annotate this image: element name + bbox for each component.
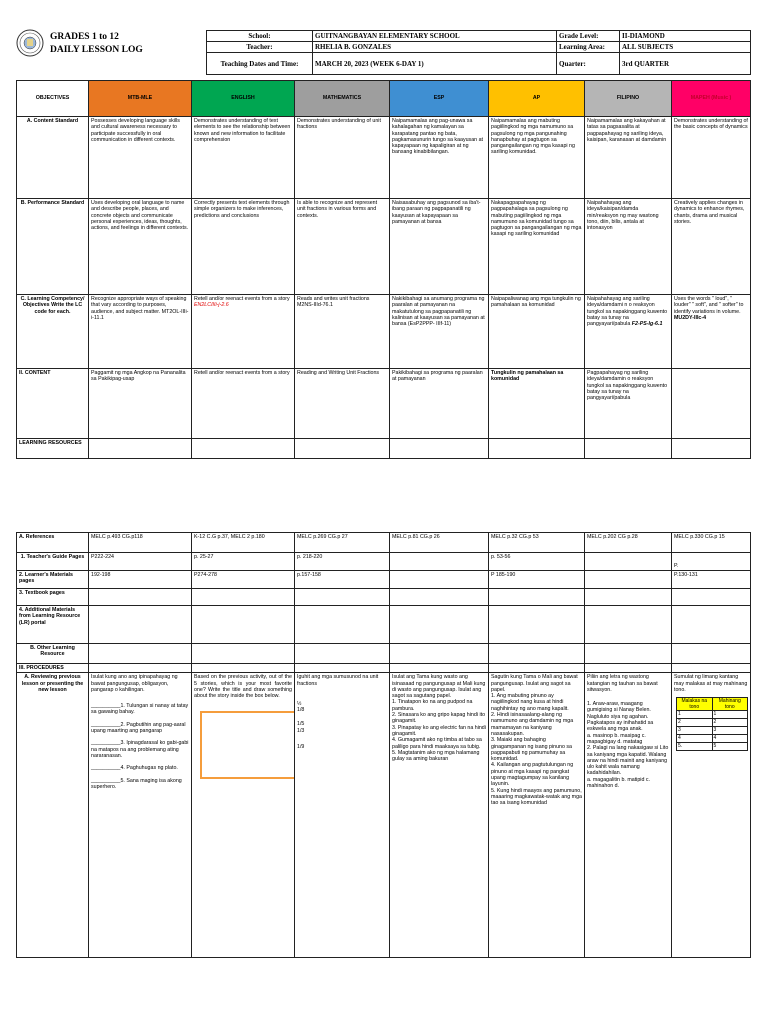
quarter-label: Quarter:	[557, 53, 620, 75]
tono-header-mahinang: Mahinang tono	[712, 698, 748, 711]
english-instruction: Based on the previous activity, out of the 5 stories, which is your most favorite one? Write the title and draw something about the story inside the box below.	[194, 674, 292, 700]
cell	[585, 571, 672, 589]
filipino-activity-cell	[585, 673, 672, 958]
row-label-content-standard: A. Content Standard	[17, 117, 89, 199]
cell: Demonstrates understanding of text elements to see the relationship between known and new information to facilitate comprehension	[192, 117, 295, 199]
row-label-additional-materials: 4. Additional Materials from Learning Resource (LR) portal	[17, 606, 89, 644]
cell	[192, 644, 295, 664]
english-activity-cell	[192, 673, 295, 958]
cell: 192-198	[89, 571, 192, 589]
cell	[89, 606, 192, 644]
cell	[489, 606, 585, 644]
cell	[489, 589, 585, 606]
cell: MELC p.269 CG.p 27	[295, 533, 390, 553]
filipino-lc-text: Naipahahayag ang sariling ideya/damdami n o reaksyon tungkol sa napakinggang kuwento batay sa tunay na pangyayari/pabula	[587, 296, 668, 328]
cell: Demonstrates understanding of unit fractions	[295, 117, 390, 199]
cell	[390, 606, 489, 644]
row-label-performance-standard: B. Performance Standard	[17, 199, 89, 295]
fraction-item: ½	[297, 700, 302, 707]
school-value: GUITNANGBAYAN ELEMENTARY SCHOOL	[313, 31, 557, 42]
filipino-line: 1. Araw-araw, maagang gumigising si Nanay Belen. Nagluluto siya ng agahan. Pagkatapos ay inihahatid sa eskwela ang mga anak.	[587, 701, 654, 733]
mapeh-lc-code: MU2DY-IIIc-4	[674, 314, 707, 321]
cell	[672, 664, 751, 673]
cell	[390, 644, 489, 664]
row-label-textbook: 3. Textbook pages	[17, 589, 89, 606]
tono-cell: 2	[712, 719, 748, 727]
cell: p. 53-56	[489, 553, 585, 571]
tono-header-malakas: Malakas na tono	[677, 698, 713, 711]
quarter-value: 3rd QUARTER	[620, 53, 751, 75]
tono-cell: 3	[712, 727, 748, 735]
teacher-value: RHELIA B. GONZALES	[313, 42, 557, 53]
esp-line: 4. Gumagamit ako ng timba at tabo sa paliligo para hindi maaksaya sa tubig.	[392, 737, 482, 750]
filipino-lc-code: F2-PS-Ig-6.1	[631, 321, 663, 328]
cell	[585, 439, 672, 459]
row-label-references: A. References	[17, 533, 89, 553]
subject-mapeh: MAPEH (Music )	[672, 81, 751, 117]
cell: Pagpapahayag ng sariling ideya/damdamin o reaksyon tungkol sa napakinggang kuwento batay sa tunay na pangyayari/pabula	[585, 369, 672, 439]
cell: Naipapaliwanag ang mga tungkulin ng pamahalaan sa komunidad	[489, 295, 585, 369]
tono-cell: 2	[677, 719, 713, 727]
cell	[390, 571, 489, 589]
cell: K-12 C.G p.37, MELC 2 p.180	[192, 533, 295, 553]
cell: Demonstrates understanding of the basic concepts of dynamics	[672, 117, 751, 199]
cell	[390, 664, 489, 673]
teacher-label: Teacher:	[207, 42, 313, 53]
ap-line: 1. Ang mabuting pinuno ay nagiilingkod nang kusa at hindi naghihintay ng ano mang kapalit.	[491, 693, 569, 712]
cell: Possesses developing language skills and cultural awareness necessary to participate successfully in oral communication in different contexts.	[89, 117, 192, 199]
cell	[295, 589, 390, 606]
tono-cell: 5.	[677, 743, 713, 751]
english-lc-code: EN2LCIIIi-j-2.6	[194, 302, 229, 309]
cell	[672, 439, 751, 459]
cell: Naipamamalas ang kakayahan at tatas sa pagsasalita at pagpapahayag ng sariling ideya, kaisipan, karanasan at damdamin	[585, 117, 672, 199]
ap-line: 4. Kailangan ang pagtutulungan ng pinuno at mga kasapi ng pangkat upang magtagumpay sa kanilang layunin.	[491, 762, 574, 788]
resources-procedures-table	[16, 532, 751, 958]
deped-seal-icon	[16, 29, 44, 57]
drawing-box[interactable]	[200, 711, 295, 779]
cell	[672, 369, 751, 439]
cell: Is able to recognize and represent unit fractions in various forms and contexts.	[295, 199, 390, 295]
esp-line: 5. Magtatanim ako ng mga halamang gulay sa aming bakuran	[392, 749, 480, 763]
esp-line: Isulat ang Tama kung wasto ang isinasaad ng pangungusap at Mali kung di wasto ang pangungusap. Isulat ang sagot sa sagutang papel.	[392, 674, 486, 700]
title-line1: GRADES 1 to 12	[50, 32, 119, 42]
cell: MELC p.32 CG.p 53	[489, 533, 585, 553]
row-label-teachers-guide: 1. Teacher's Guide Pages	[17, 553, 89, 571]
english-lc-text: Retell and/or reenact events from a story	[194, 296, 290, 302]
cell	[489, 644, 585, 664]
cell: Pakikibahagi sa programa ng paaralan at pamayanan	[390, 369, 489, 439]
cell: Naipamamalas ang mabuting pagiilingkod ng mga namumuno sa pagsulong ng mga pangunahing hanapbuhay at pagtugon sa pangangailangan ng mga kasapi ng sariling komunidad.	[489, 117, 585, 199]
cell: p. 25-27	[192, 553, 295, 571]
cell: Reads and writes unit fractions M2NS-IIId-76.1	[295, 295, 390, 369]
cell	[192, 606, 295, 644]
cell	[585, 606, 672, 644]
mtb-item: __________2. Pagbutihin ang pag-aaral upang maarting ang pangarap	[91, 721, 186, 735]
cell	[585, 644, 672, 664]
math-activity-cell	[295, 673, 390, 958]
cell	[295, 439, 390, 459]
fraction-item: 1/9	[297, 744, 305, 751]
cell	[295, 644, 390, 664]
ap-line: Sagutin kung Tama o Mali ang bawat pangungusap. Isulat ang sagot sa papel.	[491, 674, 578, 693]
tono-cell: 4	[677, 735, 713, 743]
row-label-learning-competency: C. Learning Competency/ Objectives Write the LC code for each.	[17, 295, 89, 369]
tono-cell: 4	[712, 735, 748, 743]
cell: Nakapagpapahayag ng pagpapahalaga sa pagsulong ng mabuting pagiilingkod ng mga namumuno sa komunidad tungo sa pagtugon sa pangangailangan ng mga kasapi ng sariling komunidad	[489, 199, 585, 295]
cell: Paggamit ng mga Angkop na Pananalita sa Pakikipag-usap	[89, 369, 192, 439]
cell: Naipamamalas ang pag-unawa sa kahalagahan ng kamalayan sa karapatang pantao ng bata, pagkamasunurin tungo sa kaayusan at kapayapaan ng kapaligiran at ng bansang kinabibilangan.	[390, 117, 489, 199]
grade-label: Grade Level:	[557, 31, 620, 42]
row-label-other-resources: B. Other Learning Resource	[17, 644, 89, 664]
cell	[390, 439, 489, 459]
mtb-item: __________4. Paghuhugas ng plato.	[91, 765, 178, 772]
cell: Creatively applies changes in dynamics to enhance rhymes, chants, drama and musical stories.	[672, 199, 751, 295]
subject-math: MATHEMATICS	[295, 81, 390, 117]
mtb-item: __________1. Tulungan si nanay at tatay sa gawaing bahay.	[91, 703, 189, 716]
mapeh-lc-text: Uses the words " loud", " louder" " soft", and " softer" to identify variations in volume.	[674, 296, 744, 315]
subject-filipino: FILIPINO	[585, 81, 672, 117]
cell	[390, 553, 489, 571]
subject-esp: ESP	[390, 81, 489, 117]
row-label-content: II. CONTENT	[17, 369, 89, 439]
cell: Naipahahayag ang ideya/kaisipan/damda min/reaksyon ng may wastong tono, diin, bilis, antala at intonasyon	[585, 199, 672, 295]
cell	[295, 664, 390, 673]
cell: Recognize appropriate ways of speaking that vary according to purposes, audience, and subject matter. MT2OL-IIIi-i-11.1	[89, 295, 192, 369]
title-line2: DAILY LESSON LOG	[50, 45, 143, 55]
header-info-table	[206, 30, 751, 75]
subject-mtb: MTB-MLE	[89, 81, 192, 117]
mtb-item: __________3. Ipinagdarasal ko gabi-gabi na matapos na ang problemang ating nararanasan.	[91, 740, 189, 759]
cell: Correctly presents text elements through simple organizers to make inferences, predictions and conclusions	[192, 199, 295, 295]
school-label: School:	[207, 31, 313, 42]
subject-ap: AP	[489, 81, 585, 117]
filipino-line: a. magagalitin b. matipid c. mahinahon d.	[587, 776, 651, 790]
ap-activity-cell	[489, 673, 585, 958]
area-value: ALL SUBJECTS	[620, 42, 751, 53]
cell	[89, 644, 192, 664]
tono-cell: 5	[712, 743, 748, 751]
subject-english: ENGLISH	[192, 81, 295, 117]
cell	[585, 589, 672, 606]
cell: P222-224	[89, 553, 192, 571]
cell: Tungkulin ng pamahalaan sa komunidad	[489, 369, 585, 439]
cell: MELC p.202 CG p.28	[585, 533, 672, 553]
ap-line: 2. Hindi isinasaalang-alang ng namumuno ang damdamin ng mga mamamayan na kaniyang nasasakupan.	[491, 712, 574, 737]
cell	[672, 606, 751, 644]
cell	[89, 589, 192, 606]
row-label-procedures: III. PROCEDURES	[17, 664, 89, 673]
objectives-label: OBJECTIVES	[17, 81, 89, 117]
ap-line: 5. Kung hindi maayos ang pamumuno, maaaring magkawatak-watak ang mga tao sa isang komunidad	[491, 787, 582, 807]
cell: Reading and Writing Unit Fractions	[295, 369, 390, 439]
tono-cell: 3	[677, 727, 713, 735]
tono-table	[676, 697, 748, 751]
cell	[89, 439, 192, 459]
cell	[585, 553, 672, 571]
cell: Retell and/or reenact events from a story	[192, 369, 295, 439]
cell: MELC p.81 CG.p 26	[390, 533, 489, 553]
math-intro: Iguhit ang mga sumusunod na unit fractions	[297, 674, 379, 687]
cell	[489, 439, 585, 459]
esp-line: 1. Tinatapon ko na ang pudpod na pambura.	[392, 699, 473, 712]
area-label: Learning Area:	[557, 42, 620, 53]
esp-line: 3. Pinapatay ko ang electric fan na hindi ginagamit.	[392, 724, 486, 737]
cell: P274-278	[192, 571, 295, 589]
mtb-activity-cell	[89, 673, 192, 958]
cell: MELC p.330 CG.p 15	[672, 533, 751, 553]
esp-activity-cell	[390, 673, 489, 958]
cell	[295, 606, 390, 644]
cell	[672, 644, 751, 664]
cell: MELC p.493 CG.p118	[89, 533, 192, 553]
row-label-learners-materials: 2. Learner's Materials pages	[17, 571, 89, 589]
grade-value: II-DIAMOND	[620, 31, 751, 42]
tono-cell: 1	[712, 711, 748, 719]
cell: P.130-131	[672, 571, 751, 589]
mtb-intro: Isulat kung ano ang ipinapahayag ng bawat pangungusap, obligasyon, pangarap o kahilingan.	[91, 674, 178, 693]
cell	[192, 295, 295, 369]
cell: Nakikibahagi sa anumang programa ng paaralan at pamayanan na makatutulong sa pagpapanatili ng kalinisan at kaayusan sa pamayanan at bansa (EsP2PPP- IIIf-11)	[390, 295, 489, 369]
fraction-item: 1/3	[297, 727, 305, 734]
cell: P 185-190	[489, 571, 585, 589]
cell: Uses developing oral language to name and describe people, places, and concrete objects and communicate personal experiences, ideas, thoughts, actions, and feelings in different contexts.	[89, 199, 192, 295]
row-label-learning-resources: LEARNING RESOURCES	[17, 439, 89, 459]
fraction-item: 1/5	[297, 721, 305, 728]
mapeh-intro: Sumulat ng limang kantang may malakas at may mahinang tono.	[674, 674, 748, 693]
fraction-item: 1/8	[297, 707, 305, 714]
cell	[672, 589, 751, 606]
filipino-line: Piliin ang letra ng wastong katangian ng tauhan sa bawat sitwasyon.	[587, 674, 658, 693]
esp-line: 2. Sinasara ko ang gripo kapag hindi ito ginagamit.	[392, 712, 486, 725]
row-label-reviewing: A. Reviewing previous lesson or presenting the new lesson	[17, 673, 89, 958]
cell	[585, 295, 672, 369]
dates-label: Teaching Dates and Time:	[207, 53, 313, 75]
cell: Naisasabuhay ang pagsunod sa iba't-ibang paraan ng pagpapanatili ng kaayusan at kapayapaan sa pamayanan at bansa	[390, 199, 489, 295]
cell	[89, 664, 192, 673]
mapeh-activity-cell	[672, 673, 751, 958]
tono-cell: 1	[677, 711, 713, 719]
ap-line: 3. Maiaki ang bahaging ginagampanan ng isang pinuno sa pagpapabuti ng pamumuhay sa komunidad.	[491, 737, 572, 763]
cell: P.	[672, 553, 751, 571]
cell	[672, 295, 751, 369]
cell: p. 218-220	[295, 553, 390, 571]
mtb-item: __________5. Sana maging isa akong superhero.	[91, 777, 182, 790]
cell	[192, 439, 295, 459]
objectives-table	[16, 80, 751, 459]
filipino-line: a. masinop b. masipag c. mapagbigay d. matatag	[587, 732, 646, 745]
cell	[192, 664, 295, 673]
cell: p.157-158	[295, 571, 390, 589]
cell	[489, 664, 585, 673]
cell	[192, 589, 295, 606]
cell	[390, 589, 489, 606]
filipino-line: 2. Palagi na lang nakasigaw si Lito sa kaniyang mga kapatid. Walang araw na hindi mainit ang kaniyang ulo kahit wala namang kadahidahilan.	[587, 745, 669, 777]
cell	[585, 664, 672, 673]
dates-value: MARCH 20, 2023 (WEEK 6-DAY 1)	[313, 53, 557, 75]
